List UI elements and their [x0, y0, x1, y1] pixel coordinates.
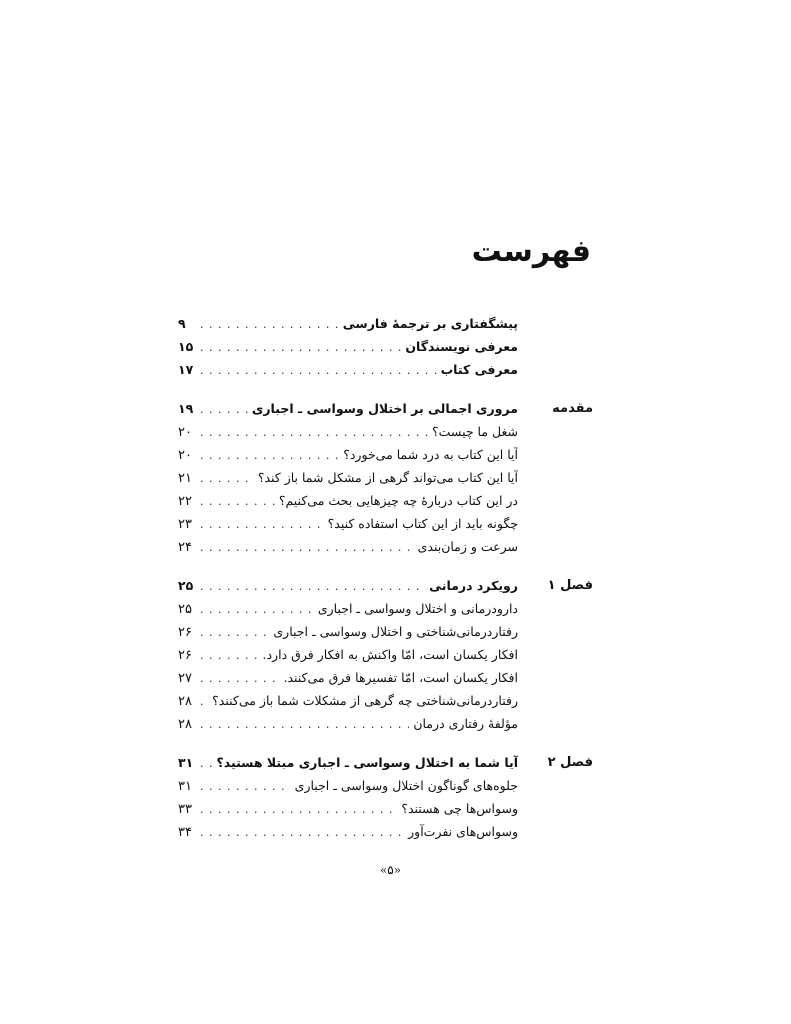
toc-entry-page: ۳۴	[178, 825, 192, 840]
page-number: «۵»	[379, 863, 402, 877]
toc-entry-page: ۲۵	[178, 578, 194, 593]
dot-leader	[200, 513, 324, 535]
toc-entries	[178, 751, 518, 843]
toc-entry-title: پیشگفتاری بر ترجمهٔ فارسی	[342, 316, 518, 331]
toc-entry-title: دارودرمانی و اختلال وسواسی ـ اجباری	[317, 601, 518, 616]
toc-section-label: فصل ۱	[547, 578, 593, 593]
dot-leader	[200, 398, 248, 420]
toc-entry	[178, 312, 518, 335]
dot-leader	[200, 467, 254, 489]
dot-leader	[200, 336, 401, 358]
toc-entry	[178, 358, 518, 381]
dot-leader	[200, 359, 437, 381]
toc-entry-title: مؤلفهٔ رفتاری درمان	[413, 716, 518, 731]
toc-entry-title: معرفی نویسندگان	[405, 339, 518, 354]
dot-leader	[200, 713, 409, 735]
dot-leader	[200, 313, 339, 335]
toc-entry-page: ۳۱	[178, 755, 194, 770]
dot-leader	[200, 490, 275, 512]
toc-entry	[178, 774, 518, 797]
toc-entry	[178, 489, 518, 512]
dot-leader	[200, 690, 208, 712]
toc-entry	[178, 597, 518, 620]
toc-entry-title: رویکرد درمانی	[429, 578, 518, 593]
table-of-contents	[178, 312, 593, 859]
dot-leader	[200, 598, 314, 620]
toc-entry	[178, 643, 518, 666]
toc-entry-title: آیا شما به اختلال وسواسی ـ اجباری مبتلا هستید؟	[216, 755, 518, 770]
toc-entry-title: معرفی کتاب	[440, 362, 518, 377]
toc-entry-title: در این کتاب دربارهٔ چه چیزهایی بحث می‌کنیم؟	[278, 493, 518, 508]
toc-entry-title: رفتاردرمانی‌شناختی و اختلال وسواسی ـ اجباری	[273, 624, 518, 639]
toc-entry-title: افکار یکسان است، امّا تفسیرها فرق می‌کنند.	[283, 670, 518, 685]
toc-entry	[178, 420, 518, 443]
toc-entry	[178, 397, 518, 420]
dot-leader	[200, 667, 279, 689]
toc-entry-title: آیا این کتاب به درد شما می‌خورد؟	[343, 447, 518, 462]
toc-entry-page: ۱۷	[178, 362, 194, 377]
toc-entry	[178, 335, 518, 358]
toc-entry-page: ۲۸	[178, 694, 192, 709]
toc-entry	[178, 712, 518, 735]
toc-entry	[178, 666, 518, 689]
dot-leader	[200, 536, 414, 558]
toc-entry-page: ۲۵	[178, 602, 192, 617]
toc-entry-page: ۲۶	[178, 625, 192, 640]
toc-entry-page: ۲۸	[178, 717, 192, 732]
toc-entries	[178, 574, 518, 735]
toc-entry	[178, 574, 518, 597]
toc-section	[178, 751, 593, 843]
toc-entry	[178, 751, 518, 774]
toc-entry-title: وسواس‌ها چی هستند؟	[401, 801, 518, 816]
toc-entry	[178, 820, 518, 843]
toc-entry-page: ۲۲	[178, 494, 192, 509]
toc-section	[178, 312, 593, 381]
page-title: فهرست	[471, 234, 591, 269]
dot-leader	[200, 644, 259, 666]
toc-entry	[178, 620, 518, 643]
dot-leader	[200, 575, 425, 597]
toc-entry-page: ۳۱	[178, 779, 192, 794]
toc-entries	[178, 397, 518, 558]
toc-entry-title: سرعت و زمان‌بندی	[417, 539, 518, 554]
toc-section	[178, 574, 593, 735]
toc-entry-title: چگونه باید از این کتاب استفاده کنید؟	[327, 516, 518, 531]
toc-section	[178, 397, 593, 558]
toc-entry-page: ۲۰	[178, 448, 192, 463]
dot-leader	[200, 444, 339, 466]
toc-entries	[178, 312, 518, 381]
toc-entry-page: ۲۰	[178, 425, 192, 440]
dot-leader	[200, 821, 404, 843]
toc-entry-title: جلوه‌های گوناگون اختلال وسواسی ـ اجباری	[294, 778, 518, 793]
toc-entry-page: ۱۵	[178, 339, 194, 354]
toc-entry-page: ۹	[178, 316, 186, 331]
toc-entry	[178, 466, 518, 489]
toc-entry-page: ۲۶	[178, 648, 192, 663]
toc-entry	[178, 797, 518, 820]
toc-entry-page: ۱۹	[178, 401, 194, 416]
toc-entry-page: ۲۴	[178, 540, 192, 555]
toc-entry	[178, 535, 518, 558]
toc-entry-title: افکار یکسان است، امّا واکنش به افکار فرق دارد.	[262, 647, 518, 662]
toc-section-label: فصل ۲	[547, 755, 593, 770]
toc-section-label: مقدمه	[552, 401, 593, 416]
toc-entry-title: رفتاردرمانی‌شناختی چه گرهی از مشکلات شما باز می‌کنند؟	[212, 693, 518, 708]
dot-leader	[200, 775, 291, 797]
toc-entry-title: شغل ما چیست؟	[432, 424, 518, 439]
toc-entry	[178, 443, 518, 466]
toc-entry-page: ۲۳	[178, 517, 192, 532]
dot-leader	[200, 798, 397, 820]
toc-entry-title: آیا این کتاب می‌تواند گرهی از مشکل شما باز کند؟	[257, 470, 518, 485]
toc-entry-page: ۲۷	[178, 671, 192, 686]
toc-entry	[178, 512, 518, 535]
toc-entry-title: مروری اجمالی بر اختلال وسواسی ـ اجباری	[251, 401, 518, 416]
dot-leader	[200, 621, 269, 643]
toc-entry-title: وسواس‌های نفرت‌آور	[408, 824, 518, 839]
toc-entry	[178, 689, 518, 712]
dot-leader	[200, 752, 213, 774]
dot-leader	[200, 421, 428, 443]
toc-entry-page: ۲۱	[178, 471, 192, 486]
toc-entry-page: ۳۳	[178, 802, 192, 817]
